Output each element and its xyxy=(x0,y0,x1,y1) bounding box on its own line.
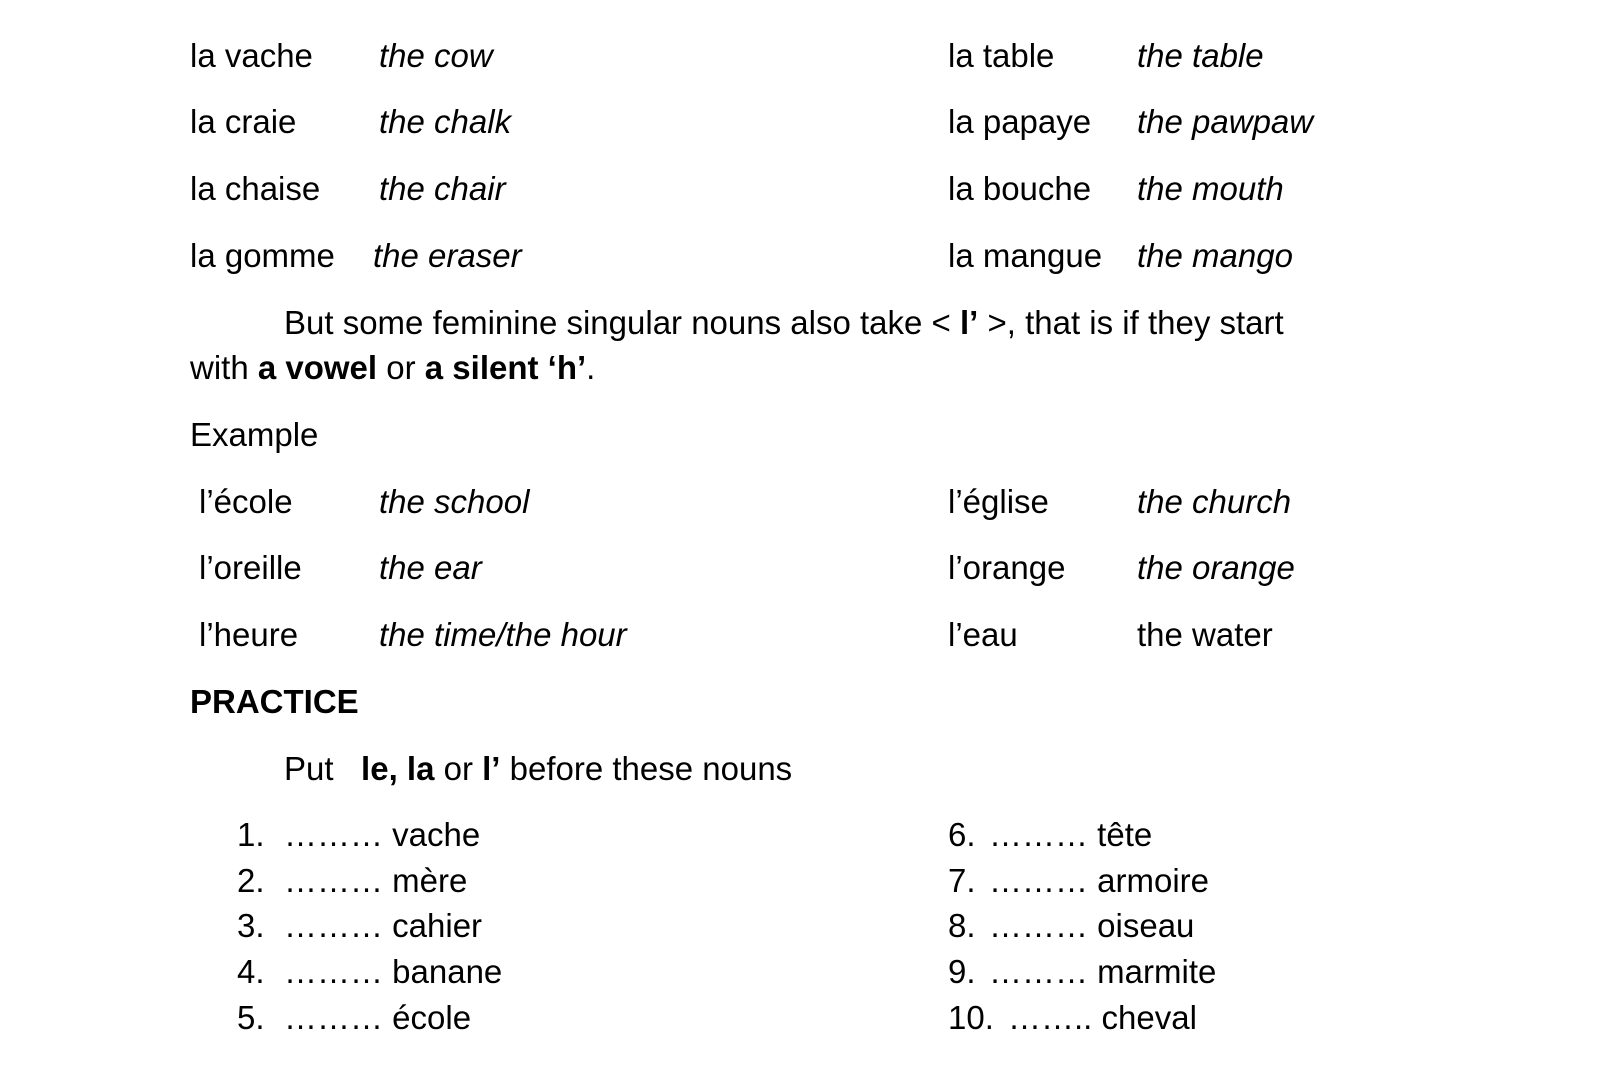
rule-text: >, that is if they start xyxy=(978,304,1284,341)
vocab-english-translation: the cow xyxy=(379,37,493,74)
vocab-english-translation: the water xyxy=(1137,616,1273,653)
instruction-articles: le, la xyxy=(361,750,435,787)
vocab-english-translation: the mango xyxy=(1137,237,1293,274)
vocab-french-word: l’heure xyxy=(199,616,299,653)
practice-item-number: 8. xyxy=(948,907,976,944)
practice-item: ……… mère xyxy=(284,862,468,899)
vocab-english-translation: the orange xyxy=(1137,549,1295,586)
rule-text: But some feminine singular nouns also take < xyxy=(284,304,960,341)
vocab-french-word: la table xyxy=(948,37,1055,74)
rule-text: with xyxy=(190,349,258,386)
instruction-text: before these nouns xyxy=(500,750,793,787)
example-heading: Example xyxy=(190,416,319,453)
practice-item-number: 7. xyxy=(948,862,976,899)
practice-item: …….. cheval xyxy=(1008,999,1197,1036)
vocab-french-word: l’école xyxy=(199,483,293,520)
practice-item: ……… tête xyxy=(989,816,1153,853)
vocab-french-word: la mangue xyxy=(948,237,1103,274)
practice-heading: PRACTICE xyxy=(190,683,359,720)
instruction-text: Put xyxy=(284,750,362,787)
practice-item: ……… oiseau xyxy=(989,907,1195,944)
vocab-english-translation: the table xyxy=(1137,37,1264,74)
rule-line-2 xyxy=(190,351,595,384)
vocab-english-translation: the church xyxy=(1137,483,1292,520)
rule-silent-h: a silent ‘h’ xyxy=(424,349,587,386)
practice-item-number: 9. xyxy=(948,953,976,990)
vocab-english-translation: the mouth xyxy=(1137,170,1284,207)
vocab-french-word: la papaye xyxy=(948,103,1092,140)
vocab-french-word: l’eau xyxy=(948,616,1018,653)
vocab-english-translation: the school xyxy=(379,483,530,520)
practice-item: ……… cahier xyxy=(284,907,483,944)
practice-item-number: 2. xyxy=(237,862,265,899)
vocab-french-word: la chaise xyxy=(190,170,321,207)
vocab-french-word: la vache xyxy=(190,37,313,74)
instruction-text: or xyxy=(434,750,483,787)
vocab-french-word: la bouche xyxy=(948,170,1092,207)
practice-item: ……… armoire xyxy=(989,862,1210,899)
rule-text: or xyxy=(377,349,425,386)
practice-item-number: 3. xyxy=(237,907,265,944)
vocab-french-word: l’oreille xyxy=(199,549,302,586)
practice-item-number: 4. xyxy=(237,953,265,990)
practice-item-number: 1. xyxy=(237,816,265,853)
vocab-french-word: la craie xyxy=(190,103,297,140)
vocab-english-translation: the pawpaw xyxy=(1137,103,1314,140)
rule-article-l: l’ xyxy=(959,304,979,341)
vocab-english-translation: the time/the hour xyxy=(379,616,627,653)
practice-item: ……… vache xyxy=(284,816,481,853)
instruction-article-l: l’ xyxy=(482,750,501,787)
vocab-english-translation: the eraser xyxy=(373,237,522,274)
practice-item: ……… marmite xyxy=(989,953,1217,990)
practice-item: ……… banane xyxy=(284,953,503,990)
rule-text: . xyxy=(586,349,596,386)
vocab-english-translation: the chair xyxy=(379,170,506,207)
vocab-english-translation: the ear xyxy=(379,549,482,586)
practice-instruction xyxy=(284,752,792,785)
rule-line-1 xyxy=(284,306,1284,339)
vocab-french-word: la gomme xyxy=(190,237,335,274)
vocab-english-translation: the chalk xyxy=(379,103,512,140)
practice-item: ……… école xyxy=(284,999,472,1036)
practice-item-number: 10. xyxy=(948,999,994,1036)
practice-item-number: 5. xyxy=(237,999,265,1036)
vocab-french-word: l’église xyxy=(948,483,1049,520)
vocab-french-word: l’orange xyxy=(948,549,1066,586)
practice-item-number: 6. xyxy=(948,816,976,853)
rule-vowel: a vowel xyxy=(257,349,378,386)
